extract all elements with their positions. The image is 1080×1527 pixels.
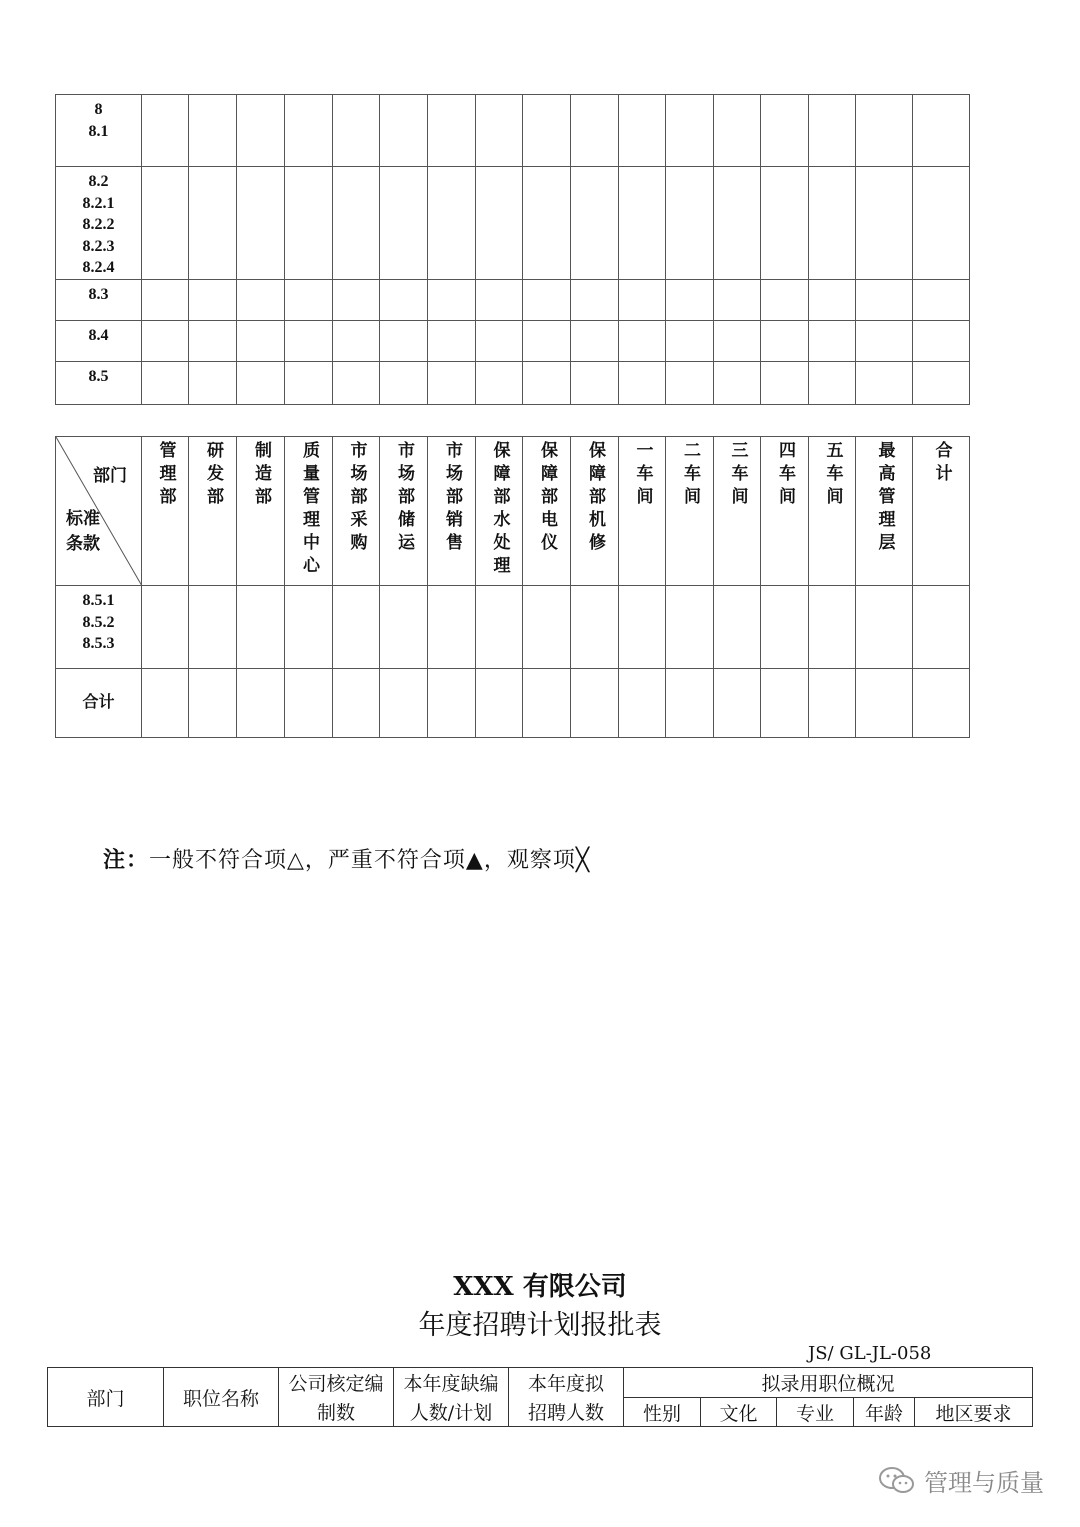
dept-label: 制造部 [251, 441, 271, 510]
empty-cell [856, 95, 913, 167]
form-title: 年度招聘计划报批表 [418, 1310, 662, 1341]
empty-cell [333, 361, 380, 404]
empty-cell [142, 167, 189, 280]
clause-number: 8.3 [88, 285, 109, 303]
dept-header [666, 437, 714, 586]
empty-cell [523, 361, 571, 404]
table-row [56, 361, 970, 404]
empty-cell [714, 95, 761, 167]
clause-cell [56, 586, 142, 669]
empty-cell [189, 586, 237, 669]
empty-cell [333, 167, 380, 280]
empty-cell [666, 95, 714, 167]
empty-cell [761, 279, 809, 320]
empty-cell [666, 669, 714, 738]
dept-header [189, 437, 237, 586]
empty-cell [237, 95, 285, 167]
empty-cell [714, 361, 761, 404]
empty-cell [380, 279, 428, 320]
empty-cell [761, 669, 809, 738]
empty-cell [285, 95, 333, 167]
empty-cell [237, 361, 285, 404]
clause-number: 8.5.1 [82, 592, 115, 609]
empty-cell [666, 279, 714, 320]
empty-cell [761, 320, 809, 361]
empty-cell [913, 95, 970, 167]
empty-cell [619, 279, 666, 320]
empty-cell [619, 320, 666, 361]
empty-cell [189, 95, 237, 167]
dept-header [571, 437, 619, 586]
clause-number: 8.5 [88, 367, 109, 385]
watermark-text: 管理与质量 [924, 1469, 1044, 1497]
empty-cell [237, 669, 285, 738]
wechat-icon [878, 1466, 916, 1496]
dept-label: 保障部水处理 [489, 441, 510, 579]
empty-cell [142, 586, 189, 669]
empty-cell [333, 320, 380, 361]
empty-cell [619, 95, 666, 167]
empty-cell [913, 279, 970, 320]
col-planned-line2: 招聘人数 [509, 1398, 624, 1427]
col-shortage-line1: 本年度缺编 [394, 1368, 509, 1398]
col-position: 职位名称 [164, 1368, 279, 1427]
empty-cell [142, 320, 189, 361]
empty-cell [714, 167, 761, 280]
empty-cell [619, 167, 666, 280]
col-planned-line1: 本年度拟 [509, 1368, 624, 1398]
empty-cell [142, 279, 189, 320]
empty-cell [380, 167, 428, 280]
empty-cell [809, 669, 856, 738]
clause-number: 8.5.3 [82, 635, 115, 652]
dept-header [285, 437, 333, 586]
col-region: 地区要求 [915, 1398, 1033, 1427]
dept-label: 市场部储运 [394, 441, 414, 556]
empty-cell [714, 320, 761, 361]
table-row [56, 320, 970, 361]
empty-cell [142, 361, 189, 404]
empty-cell [476, 279, 523, 320]
empty-cell [333, 669, 380, 738]
col-shortage-line2: 人数/计划 [394, 1398, 509, 1427]
empty-cell [333, 279, 380, 320]
clause-number: 8.2.3 [82, 237, 115, 255]
recruitment-plan-table [47, 1367, 1033, 1427]
empty-cell [333, 586, 380, 669]
empty-cell [285, 320, 333, 361]
empty-cell [571, 279, 619, 320]
empty-cell [189, 669, 237, 738]
empty-cell [619, 669, 666, 738]
dept-label: 保障部电仪 [537, 441, 557, 556]
empty-cell [476, 361, 523, 404]
empty-cell [142, 95, 189, 167]
clause-number: 8.2.2 [82, 216, 115, 233]
dept-header [809, 437, 856, 586]
empty-cell [523, 586, 571, 669]
empty-cell [761, 95, 809, 167]
clause-cell [56, 669, 142, 738]
table-row [56, 279, 970, 320]
empty-cell [189, 167, 237, 280]
note-label: 注： [103, 847, 150, 873]
table-row [56, 167, 970, 280]
clause-cell [56, 320, 142, 361]
empty-cell [619, 361, 666, 404]
empty-cell [189, 279, 237, 320]
empty-cell [809, 95, 856, 167]
empty-cell [809, 361, 856, 404]
dept-header [237, 437, 285, 586]
dept-label: 四车间 [775, 441, 795, 510]
empty-cell [619, 586, 666, 669]
table-row [56, 95, 970, 167]
empty-cell [856, 279, 913, 320]
note-text: 一般不符合项△，严重不符合项▲，观察项╳ [149, 848, 591, 873]
empty-cell [761, 361, 809, 404]
company-name: XXX 有限公司 [453, 1272, 627, 1302]
dept-label: 市场部销售 [442, 441, 462, 556]
empty-cell [523, 167, 571, 280]
clause-number: 合计 [82, 694, 115, 712]
clause-table-departments [55, 436, 970, 738]
empty-cell [476, 95, 523, 167]
empty-cell [714, 586, 761, 669]
dept-header [428, 437, 476, 586]
empty-cell [428, 95, 476, 167]
empty-cell [380, 586, 428, 669]
empty-cell [809, 279, 856, 320]
clause-number: 8.1 [88, 122, 109, 140]
empty-cell [523, 279, 571, 320]
table-row [56, 669, 970, 738]
empty-cell [523, 320, 571, 361]
empty-cell [913, 320, 970, 361]
dept-label: 最高管理层 [874, 441, 895, 556]
clause-number: 8.2.1 [82, 194, 115, 212]
empty-cell [666, 320, 714, 361]
empty-cell [809, 167, 856, 280]
empty-cell [913, 586, 970, 669]
empty-cell [913, 669, 970, 738]
corner-std-label: 标准 条款 [66, 509, 100, 554]
empty-cell [571, 669, 619, 738]
clause-number: 8.2.4 [82, 259, 115, 276]
empty-cell [761, 586, 809, 669]
watermark [878, 1463, 1044, 1498]
empty-cell [809, 320, 856, 361]
table-row [56, 586, 970, 669]
dept-header [761, 437, 809, 586]
empty-cell [428, 586, 476, 669]
form-code: JS/ GL-JL-058 [808, 1343, 932, 1364]
corner-dept-label: 部门 [93, 466, 127, 486]
empty-cell [380, 95, 428, 167]
empty-cell [571, 320, 619, 361]
empty-cell [523, 95, 571, 167]
dept-label: 合计 [931, 441, 952, 487]
empty-cell [333, 95, 380, 167]
empty-cell [237, 320, 285, 361]
empty-cell [476, 669, 523, 738]
empty-cell [428, 167, 476, 280]
empty-cell [856, 361, 913, 404]
empty-cell [428, 669, 476, 738]
empty-cell [237, 279, 285, 320]
dept-header [913, 437, 970, 586]
empty-cell [571, 361, 619, 404]
empty-cell [476, 167, 523, 280]
col-approved-line2: 制数 [279, 1398, 394, 1427]
clause-cell [56, 167, 142, 280]
dept-label: 市场部采购 [346, 441, 367, 556]
empty-cell [666, 167, 714, 280]
empty-cell [428, 279, 476, 320]
empty-cell [856, 167, 913, 280]
empty-cell [571, 167, 619, 280]
clause-table-top [55, 94, 970, 405]
empty-cell [571, 95, 619, 167]
empty-cell [913, 361, 970, 404]
empty-cell [761, 167, 809, 280]
col-dept: 部门 [48, 1368, 164, 1427]
empty-cell [285, 586, 333, 669]
dept-label: 二车间 [680, 441, 700, 510]
dept-header [476, 437, 523, 586]
empty-cell [380, 361, 428, 404]
col-gender: 性别 [624, 1398, 701, 1427]
empty-cell [285, 167, 333, 280]
empty-cell [237, 167, 285, 280]
dept-label: 五车间 [822, 441, 843, 510]
dept-header [856, 437, 913, 586]
empty-cell [189, 361, 237, 404]
dept-label: 质量管理中心 [299, 441, 319, 579]
dept-label: 研发部 [203, 441, 223, 510]
empty-cell [714, 669, 761, 738]
empty-cell [476, 586, 523, 669]
clause-cell [56, 361, 142, 404]
empty-cell [285, 279, 333, 320]
empty-cell [571, 586, 619, 669]
empty-cell [476, 320, 523, 361]
col-overview: 拟录用职位概况 [624, 1368, 1033, 1398]
empty-cell [428, 320, 476, 361]
dept-header [523, 437, 571, 586]
clause-number: 8.5.2 [82, 613, 115, 631]
empty-cell [142, 669, 189, 738]
empty-cell [285, 669, 333, 738]
empty-cell [189, 320, 237, 361]
clause-number: 8 [94, 101, 103, 118]
empty-cell [666, 361, 714, 404]
empty-cell [856, 320, 913, 361]
empty-cell [666, 586, 714, 669]
diagonal-header-cell [56, 437, 142, 586]
empty-cell [380, 669, 428, 738]
empty-cell [523, 669, 571, 738]
dept-header [333, 437, 380, 586]
clause-number: 8.4 [88, 326, 109, 344]
empty-cell [856, 586, 913, 669]
dept-label: 三车间 [727, 441, 748, 510]
clause-number: 8.2 [88, 173, 109, 190]
dept-label: 保障部机修 [585, 441, 605, 556]
empty-cell [428, 361, 476, 404]
col-age: 年龄 [854, 1398, 915, 1427]
empty-cell [913, 167, 970, 280]
clause-cell [56, 95, 142, 167]
empty-cell [285, 361, 333, 404]
dept-header [714, 437, 761, 586]
dept-label: 一车间 [632, 441, 653, 510]
clause-cell [56, 279, 142, 320]
empty-cell [809, 586, 856, 669]
col-approved-line1: 公司核定编 [279, 1368, 394, 1398]
legend-note [103, 843, 590, 874]
empty-cell [714, 279, 761, 320]
col-major: 专业 [777, 1398, 854, 1427]
dept-label: 管理部 [155, 441, 176, 510]
dept-header [380, 437, 428, 586]
col-education: 文化 [701, 1398, 777, 1427]
empty-cell [237, 586, 285, 669]
empty-cell [380, 320, 428, 361]
empty-cell [856, 669, 913, 738]
dept-header [619, 437, 666, 586]
dept-header [142, 437, 189, 586]
